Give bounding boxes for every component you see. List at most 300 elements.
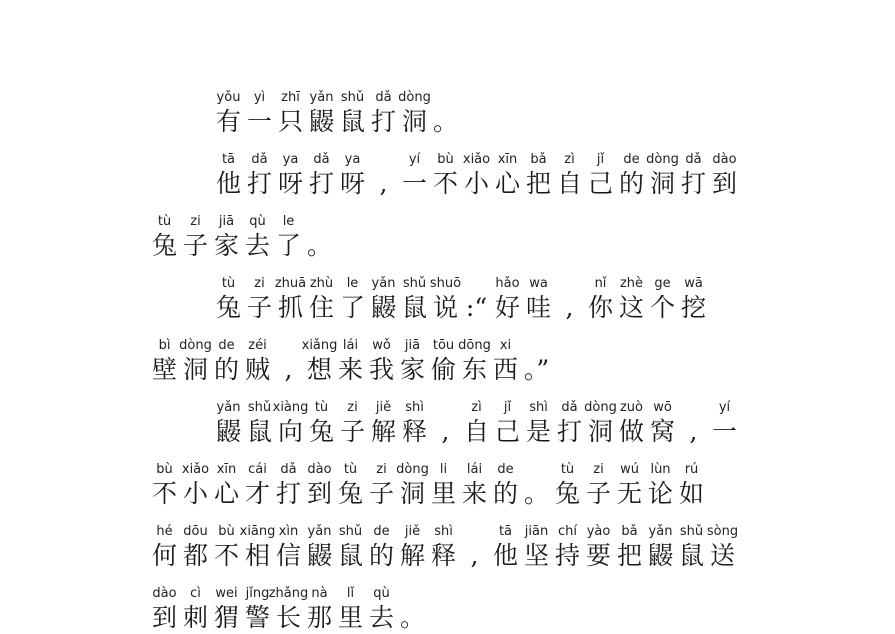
character-unit <box>211 462 242 510</box>
character-unit <box>366 524 397 572</box>
pinyin: xīn <box>216 462 237 477</box>
character-unit <box>211 214 242 262</box>
pinyin: jiā <box>218 214 235 229</box>
hanzi: 相 <box>244 541 270 570</box>
pinyin: yǎn <box>307 524 332 539</box>
hanzi: 到 <box>306 479 332 508</box>
character-unit <box>521 524 552 572</box>
hanzi: 。” <box>523 355 550 384</box>
hanzi: 来 <box>337 355 363 384</box>
character-unit <box>242 214 273 262</box>
hanzi: 兔 <box>308 417 334 446</box>
pinyin: zhuā <box>274 276 307 291</box>
hanzi: 向 <box>277 417 303 446</box>
hanzi: 洞 <box>399 479 425 508</box>
hanzi: 你 <box>587 293 613 322</box>
hanzi: 子 <box>585 479 611 508</box>
pinyin: zhè <box>619 276 644 291</box>
text-line <box>149 578 428 634</box>
character-unit <box>275 152 306 200</box>
pinyin: zi <box>347 400 358 415</box>
hanzi: 。 <box>523 479 549 508</box>
character-unit <box>239 524 276 572</box>
hanzi: 想 <box>306 355 332 384</box>
hanzi: 释 <box>401 417 427 446</box>
pinyin: xiāng <box>239 524 276 539</box>
pinyin: jǐng <box>245 586 270 601</box>
character-unit <box>304 586 335 634</box>
hanzi: 打 <box>308 169 334 198</box>
character-unit <box>676 524 707 572</box>
character-unit <box>585 400 616 448</box>
pinyin: de <box>497 462 514 477</box>
pinyin: jǐ <box>503 400 512 415</box>
hanzi: 打 <box>680 169 706 198</box>
hanzi: 心 <box>494 169 520 198</box>
character-unit <box>430 152 461 200</box>
hanzi: 洞 <box>587 417 613 446</box>
character-unit <box>337 90 368 138</box>
pinyin: tōu <box>432 338 455 353</box>
hanzi: 家 <box>213 231 239 260</box>
character-unit <box>273 214 304 262</box>
pinyin: jiān <box>524 524 549 539</box>
character-unit <box>368 400 399 448</box>
hanzi: 鼹 <box>306 541 332 570</box>
pinyin: shì <box>434 524 453 539</box>
character-unit <box>244 90 275 138</box>
hanzi: , <box>379 169 388 198</box>
hanzi: 持 <box>554 541 580 570</box>
character-unit <box>430 400 461 448</box>
pinyin: dōu <box>183 524 208 539</box>
text-line <box>213 82 461 138</box>
character-unit <box>647 276 678 324</box>
pinyin: dào <box>152 586 177 601</box>
pinyin: dào <box>307 462 332 477</box>
hanzi: 个 <box>649 293 675 322</box>
character-unit <box>490 462 521 510</box>
pinyin: li <box>439 462 448 477</box>
hanzi: 己 <box>494 417 520 446</box>
character-unit <box>337 400 368 448</box>
character-unit <box>461 400 492 448</box>
character-unit <box>647 400 678 448</box>
hanzi: 子 <box>246 293 272 322</box>
pinyin: nà <box>311 586 328 601</box>
character-unit <box>492 152 523 200</box>
character-unit <box>428 338 459 386</box>
pinyin: dòng <box>584 400 617 415</box>
character-unit <box>335 586 366 634</box>
hanzi: 自 <box>463 417 489 446</box>
hanzi: , <box>565 293 574 322</box>
character-unit <box>242 338 273 386</box>
hanzi: 鼠 <box>401 293 427 322</box>
hanzi: , <box>284 355 293 384</box>
hanzi: 鼹 <box>308 107 334 136</box>
character-unit <box>707 524 738 572</box>
pinyin: bù <box>437 152 454 167</box>
character-unit <box>490 524 521 572</box>
character-unit <box>180 586 211 634</box>
pinyin: qù <box>249 214 266 229</box>
hanzi: 。 <box>399 603 425 632</box>
character-unit <box>399 90 430 138</box>
character-unit <box>399 152 430 200</box>
pinyin: bǎ <box>530 152 547 167</box>
character-unit <box>430 276 461 324</box>
hanzi: 住 <box>308 293 334 322</box>
hanzi: 是 <box>525 417 551 446</box>
hanzi: 无 <box>616 479 642 508</box>
character-unit <box>459 338 490 386</box>
pinyin: xīn <box>497 152 518 167</box>
character-unit <box>244 400 275 448</box>
hanzi: 送 <box>709 541 735 570</box>
character-unit <box>306 400 337 448</box>
pinyin: dào <box>712 152 737 167</box>
character-unit <box>149 524 180 572</box>
character-unit <box>268 586 309 634</box>
character-unit <box>275 276 306 324</box>
character-unit <box>304 462 335 510</box>
pinyin: yǎn <box>371 276 396 291</box>
character-unit <box>461 152 492 200</box>
pinyin: lái <box>342 338 359 353</box>
pinyin: ya <box>344 152 361 167</box>
pinyin: yǎn <box>648 524 673 539</box>
hanzi: 里 <box>430 479 456 508</box>
hanzi: 警 <box>244 603 270 632</box>
hanzi: 小 <box>463 169 489 198</box>
character-unit <box>709 400 740 448</box>
character-unit <box>645 462 676 510</box>
hanzi: 打 <box>370 107 396 136</box>
character-unit <box>180 524 211 572</box>
pinyin: shì <box>405 400 424 415</box>
hanzi: 家 <box>399 355 425 384</box>
character-unit <box>275 90 306 138</box>
hanzi: 说 <box>432 293 458 322</box>
pinyin: tā <box>221 152 236 167</box>
pinyin: xiǎo <box>181 462 210 477</box>
hanzi: 兔 <box>151 231 177 260</box>
character-unit <box>523 400 554 448</box>
hanzi: 去 <box>244 231 270 260</box>
hanzi: 西 <box>492 355 518 384</box>
pinyin: jiě <box>404 524 421 539</box>
pinyin: dòng <box>398 90 431 105</box>
hanzi: 刺 <box>182 603 208 632</box>
hanzi: 小 <box>182 479 208 508</box>
character-unit <box>614 524 645 572</box>
hanzi: 子 <box>339 417 365 446</box>
hanzi: 贼 <box>244 355 270 384</box>
hanzi: 洞 <box>182 355 208 384</box>
character-unit <box>366 462 397 510</box>
pinyin: yǎn <box>216 400 241 415</box>
pinyin: yǎn <box>309 90 334 105</box>
character-unit <box>585 152 616 200</box>
hanzi: , <box>689 417 698 446</box>
character-unit <box>492 276 523 324</box>
pinyin: lùn <box>650 462 671 477</box>
hanzi: 长 <box>275 603 301 632</box>
pinyin: wei <box>215 586 238 601</box>
pinyin: zi <box>254 276 265 291</box>
hanzi: 他 <box>215 169 241 198</box>
pinyin: zhù <box>309 276 334 291</box>
character-unit <box>552 462 583 510</box>
character-unit <box>272 400 309 448</box>
character-unit <box>585 276 616 324</box>
pinyin: ge <box>654 276 671 291</box>
text-line <box>149 206 335 262</box>
pinyin: xi <box>499 338 512 353</box>
pinyin: bǎ <box>621 524 638 539</box>
pinyin: jiā <box>404 338 421 353</box>
hanzi: 不 <box>151 479 177 508</box>
hanzi: 都 <box>182 541 208 570</box>
hanzi: 。 <box>432 107 458 136</box>
pinyin: wǒ <box>372 338 391 353</box>
character-unit <box>244 276 275 324</box>
pinyin: zuò <box>619 400 644 415</box>
pinyin: dōng <box>458 338 491 353</box>
hanzi: 好 <box>494 293 520 322</box>
pinyin: shì <box>529 400 548 415</box>
hanzi: 的 <box>368 541 394 570</box>
hanzi: 何 <box>151 541 177 570</box>
hanzi: 鼹 <box>215 417 241 446</box>
character-unit <box>678 276 709 324</box>
character-unit <box>368 90 399 138</box>
character-unit <box>616 152 647 200</box>
character-unit <box>306 90 337 138</box>
hanzi: 挖 <box>680 293 706 322</box>
character-unit <box>211 524 242 572</box>
pinyin: tù <box>560 462 575 477</box>
text-line <box>149 516 738 572</box>
pinyin: dòng <box>646 152 679 167</box>
hanzi: 鼠 <box>678 541 704 570</box>
character-unit <box>213 276 244 324</box>
character-unit <box>521 462 552 510</box>
hanzi: 子 <box>368 479 394 508</box>
character-unit <box>554 400 585 448</box>
pinyin: wa <box>529 276 548 291</box>
pinyin: ya <box>282 152 299 167</box>
hanzi: 不 <box>432 169 458 198</box>
hanzi: 我 <box>368 355 394 384</box>
character-unit <box>614 462 645 510</box>
hanzi: 不 <box>213 541 239 570</box>
character-unit <box>399 276 430 324</box>
character-unit <box>306 152 337 200</box>
character-unit <box>213 90 244 138</box>
hanzi: , <box>441 417 450 446</box>
pinyin: wú <box>620 462 639 477</box>
pinyin: dǎ <box>561 400 578 415</box>
character-unit <box>368 152 399 200</box>
hanzi: 自 <box>556 169 582 198</box>
pinyin: le <box>282 214 295 229</box>
hanzi: 打 <box>556 417 582 446</box>
pinyin: bù <box>218 524 235 539</box>
pinyin: wō <box>653 400 672 415</box>
pinyin: yí <box>718 400 731 415</box>
character-unit <box>709 152 740 200</box>
hanzi: 才 <box>244 479 270 508</box>
hanzi: 己 <box>587 169 613 198</box>
hanzi: 的 <box>618 169 644 198</box>
hanzi: 鼠 <box>339 107 365 136</box>
pinyin: tù <box>221 276 236 291</box>
hanzi: 论 <box>647 479 673 508</box>
hanzi: 洞 <box>401 107 427 136</box>
hanzi: 呀 <box>339 169 365 198</box>
pinyin: zi <box>593 462 604 477</box>
character-unit <box>306 276 337 324</box>
pinyin: nǐ <box>594 276 607 291</box>
pinyin: bù <box>156 462 173 477</box>
hanzi: 有 <box>215 107 241 136</box>
hanzi: 。 <box>306 231 332 260</box>
pinyin: tù <box>343 462 358 477</box>
character-unit <box>242 462 273 510</box>
hanzi: 打 <box>275 479 301 508</box>
character-unit <box>244 152 275 200</box>
pinyin: wā <box>684 276 703 291</box>
text-line <box>213 144 740 200</box>
character-unit <box>428 462 459 510</box>
hanzi: 的 <box>213 355 239 384</box>
character-unit <box>149 586 180 634</box>
character-unit <box>490 338 521 386</box>
character-unit <box>523 152 554 200</box>
hanzi: 把 <box>525 169 551 198</box>
pinyin: bì <box>158 338 171 353</box>
character-unit <box>461 276 492 324</box>
pinyin: shǔ <box>402 276 427 291</box>
pinyin: zi <box>376 462 387 477</box>
character-unit <box>428 524 459 572</box>
pinyin: shuō <box>429 276 462 291</box>
pinyin: yí <box>408 152 421 167</box>
hanzi: 子 <box>182 231 208 260</box>
hanzi: 他 <box>492 541 518 570</box>
pinyin: dǎ <box>685 152 702 167</box>
hanzi: 做 <box>618 417 644 446</box>
character-unit <box>335 462 366 510</box>
character-unit <box>616 400 647 448</box>
pinyin: dǎ <box>280 462 297 477</box>
character-unit <box>399 400 430 448</box>
character-unit <box>523 276 554 324</box>
pinyin: jiě <box>375 400 392 415</box>
character-unit <box>678 400 709 448</box>
hanzi: 的 <box>492 479 518 508</box>
hanzi: 信 <box>275 541 301 570</box>
pinyin: hǎo <box>495 276 520 291</box>
pinyin: shǔ <box>340 90 365 105</box>
pinyin: de <box>623 152 640 167</box>
hanzi: 那 <box>306 603 332 632</box>
pinyin: rú <box>684 462 699 477</box>
character-unit <box>149 214 180 262</box>
hanzi: 东 <box>461 355 487 384</box>
character-unit <box>180 338 211 386</box>
character-unit <box>397 586 428 634</box>
character-unit <box>492 400 523 448</box>
character-unit <box>211 338 242 386</box>
pinyin: yào <box>586 524 611 539</box>
hanzi: 心 <box>213 479 239 508</box>
character-unit <box>521 338 552 386</box>
pinyin: cì <box>190 586 201 601</box>
text-line <box>149 454 707 510</box>
pinyin: yǒu <box>216 90 241 105</box>
pinyin: jǐ <box>596 152 605 167</box>
hanzi: 把 <box>616 541 642 570</box>
character-unit <box>368 276 399 324</box>
hanzi: 壁 <box>151 355 177 384</box>
character-unit <box>554 276 585 324</box>
hanzi: 抓 <box>277 293 303 322</box>
character-unit <box>552 524 583 572</box>
character-unit <box>304 214 335 262</box>
hanzi: 偷 <box>430 355 456 384</box>
pinyin: tā <box>498 524 513 539</box>
hanzi: 去 <box>368 603 394 632</box>
character-unit <box>676 462 707 510</box>
hanzi: 里 <box>337 603 363 632</box>
hanzi: 鼹 <box>370 293 396 322</box>
pinyin: lái <box>466 462 483 477</box>
text-line <box>213 268 709 324</box>
character-unit <box>397 462 428 510</box>
hanzi: 解 <box>399 541 425 570</box>
hanzi: 来 <box>461 479 487 508</box>
character-unit <box>335 338 366 386</box>
pinyin: dǎ <box>375 90 392 105</box>
character-unit <box>647 152 678 200</box>
pinyin: dǎ <box>251 152 268 167</box>
pinyin: zhǎng <box>268 586 309 601</box>
character-unit <box>180 214 211 262</box>
hanzi: 如 <box>678 479 704 508</box>
hanzi: 一 <box>711 417 737 446</box>
character-unit <box>645 524 676 572</box>
pinyin: yì <box>253 90 266 105</box>
hanzi: 坚 <box>523 541 549 570</box>
character-unit <box>149 462 180 510</box>
character-unit <box>149 338 180 386</box>
character-unit <box>366 586 397 634</box>
pinyin: le <box>346 276 359 291</box>
character-unit <box>397 338 428 386</box>
hanzi: 兔 <box>554 479 580 508</box>
pinyin: xiǎo <box>462 152 491 167</box>
character-unit <box>337 152 368 200</box>
pinyin: shǔ <box>247 400 272 415</box>
character-unit <box>273 524 304 572</box>
hanzi: 鼠 <box>337 541 363 570</box>
character-unit <box>366 338 397 386</box>
character-unit <box>459 524 490 572</box>
hanzi: 了 <box>275 231 301 260</box>
